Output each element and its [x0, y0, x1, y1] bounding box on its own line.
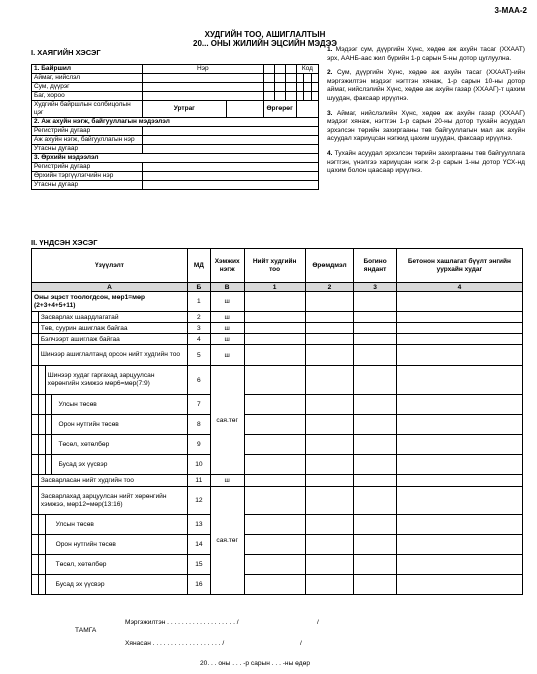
- location-row: Баг, хороо: [32, 92, 143, 101]
- note-item: 1. Мэдээг сум, дүүргийн Хүнс, хөдөө аж ахуйн тасаг (ХХААТ) эрх, ААНБ-аас жил бүрийн 1-р сарын 5-ны дотор цуглуулна.: [327, 46, 525, 62]
- location-row: Сум, дүүрэг: [32, 83, 143, 92]
- checker-signature: Хянасан . . . . . . . . . . . . . . . . . . . /: [125, 640, 225, 647]
- table-row: Бусад эх үүсвэр 16: [32, 575, 523, 595]
- latitude-label: Өргөрөг: [263, 101, 296, 118]
- instructions: [327, 46, 525, 182]
- col-indicator: Үзүүлэлт: [32, 249, 188, 283]
- table-row: Шинээр худаг гаргахад зарцуулсан хөрөнгийн хэмжээ мөр6=мөр(7:9) 6 сая.төг: [32, 366, 523, 395]
- table-row: Төв, суурин ашиглаж байгаа 3 ш: [32, 323, 523, 334]
- table-row: Төсөл, хөтөлбөр 9: [32, 435, 523, 455]
- code-col-header: Код: [296, 65, 318, 74]
- table-row: Засварлах шаардлагатай 2 ш: [32, 312, 523, 323]
- location-label: 1. Байршил: [32, 65, 143, 74]
- col-shallow: Богино яндант: [354, 249, 397, 283]
- table-row: Орон нутгийн төсөв 8: [32, 415, 523, 435]
- name-col-header: Нэр: [143, 65, 264, 74]
- table-row: Бусад эх үүсвэр 10: [32, 455, 523, 475]
- table-row: Засварласан нийт худгийн тоо 11 ш: [32, 475, 523, 487]
- field-cell[interactable]: [143, 83, 264, 92]
- slash-mark: /: [317, 619, 319, 626]
- table-row: Шинээр ашиглалтанд орсон нийт худгийн тоо 5 ш: [32, 345, 523, 366]
- org-row: Аж ахуйн нэгж, байгууллагын нэр: [32, 136, 143, 145]
- section2-heading: II. ҮНДСЭН ХЭСЭГ: [31, 238, 98, 247]
- org-row: Регистрийн дугаар: [32, 127, 143, 136]
- note-item: 2. Сум, дүүргийн Хүнс, хөдөө аж ахуйн тасаг (ХХААТ)-ийн мэргэжилтэн мэдээг нэгтгэн хянаж, 1-р сарын 10-ны дотор аймаг, нийслэлийн Хүнс, хөдөө аж ахуйн газар (ХХААГ)-т цахим шуудан, факсаар ирүүлнэ.: [327, 69, 525, 102]
- table-row: Оны эцэст тоологдсон, мөр1=мөр (2+3+4+5+11) 1 ш: [32, 292, 523, 312]
- note-item: 4. Тухайн асуудал эрхэлсэн төрийн захиргааны төв байгууллага нэгтгэн, үнэлгээ хариуцсан нэгж 2-р сарын 1-ны дотор ҮСХ-нд цахим болон цаасаар ирүүлнэ.: [327, 149, 525, 175]
- field-cell[interactable]: [143, 172, 319, 181]
- coordinate-label: Худгийн байршлын солбицолын цэг: [32, 101, 143, 118]
- table-row: Төсөл, хөтөлбөр 15: [32, 555, 523, 575]
- table-row: Бэлчээрт ашиглаж байгаа 4 ш: [32, 334, 523, 345]
- table-row: Засварлахад зарцуулсан нийт хөрөнгийн хэмжээ, мөр12=мөр(13:16) 12 сая.төг: [32, 487, 523, 515]
- address-table: [31, 64, 319, 190]
- form-code: 3-МАА-2: [494, 6, 527, 15]
- field-cell[interactable]: [143, 74, 264, 83]
- note-item: 3. Аймаг, нийслэлийн Хүнс, хөдөө аж ахуйн газар (ХХААГ) мэдээг хянаж, нэгтгэн 1-р сарын 20-ны дотор тухайн асуудал эрхэлсэн төрийн захиргааны төв байгууллагын мал аж ахуйн асуудал хариуцсан нэгжид цахим шуудан, факсаар ирүүлнэ.: [327, 109, 525, 143]
- owner-label: 3. Өрхийн мэдээлэл: [32, 154, 319, 163]
- owner-row: Утасны дугаар: [32, 181, 143, 190]
- field-cell[interactable]: [143, 181, 319, 190]
- col-unit: Хэмжих нэгж: [210, 249, 244, 283]
- form-title-line1: ХУДГИЙН ТОО, АШИГЛАЛТЫН: [204, 30, 326, 39]
- main-table: Үзүүлэлт МД Хэмжих нэгж Нийт худгийн тоо Өрөмдмэл Богино яндант Бетонон хашлагат бүүлт энгийн уурхайн худаг А Б В 1 2 3 4 Оны эцэст тоологдсон, мөр1=мөр (2+3+4+5+11) 1 ш Засварлах шаардлагатай 2 ш Төв, суурин ашиглаж байгаа 3 ш Бэлчээрт ашиглаж байгаа 4 ш Шинээр ашиглалтанд орсон нийт худгийн тоо 5 ш Шинээр худаг гаргахад зарцуулсан хөрөнгийн хэмжээ мөр6=мөр(7:9) 6 сая.төг Улсын төсөв 7 Орон нутгийн төсөв 8 Төсөл, хөтөлбөр 9 Бусад эх үүсвэр 10 Засварласан нийт худгийн тоо 11 ш Засварлахад зарцуулсан нийт хөрөнгийн хэмжээ, мөр12=мөр(13:16) 12 сая.төг Улсын төсөв 13 Орон нутгийн төсөв 14 Төсөл, хөтөлбөр 15 Бусад эх үүсвэр 16: [31, 248, 523, 595]
- col-concrete: Бетонон хашлагат бүүлт энгийн уурхайн худаг: [396, 249, 522, 283]
- field-cell[interactable]: [226, 101, 263, 118]
- owner-row: Регистрийн дугаар: [32, 163, 143, 172]
- table-row: Орон нутгийн төсөв 14: [32, 535, 523, 555]
- col-md: МД: [187, 249, 210, 283]
- field-cell[interactable]: [143, 145, 319, 154]
- stamp-label: ТАМГА: [75, 627, 97, 634]
- longitude-label: Уртраг: [143, 101, 227, 118]
- owner-row: Өрхийн тэргүүлэгчийн нэр: [32, 172, 143, 181]
- field-cell[interactable]: [143, 136, 319, 145]
- field-cell[interactable]: [143, 127, 319, 136]
- col-in-use: Өрөмдмэл: [305, 249, 354, 283]
- org-row: Утасны дугаар: [32, 145, 143, 154]
- table-row: Улсын төсөв 7: [32, 395, 523, 415]
- field-cell[interactable]: [296, 101, 318, 118]
- field-cell[interactable]: [143, 92, 264, 101]
- org-label: 2. Аж ахуйн нэгж, байгууллагын мэдээлэл: [32, 118, 319, 127]
- form-title-line2: 20... ОНЫ ЖИЛИЙН ЭЦСИЙН МЭДЭЭ: [193, 39, 337, 48]
- date-line: 20. . . оны . . . -р сарын . . . -ны өдөр: [200, 660, 310, 667]
- field-cell[interactable]: [143, 163, 319, 172]
- specialist-signature: Мэргэжилтэн . . . . . . . . . . . . . . . . . . . /: [125, 619, 239, 626]
- section1-heading: I. ХАЯГИЙН ХЭСЭГ: [31, 48, 101, 57]
- col-total: Нийт худгийн тоо: [244, 249, 305, 283]
- slash-mark: /: [300, 640, 302, 647]
- table-row: Улсын төсөв 13: [32, 515, 523, 535]
- location-row: Аймаг, нийслэл: [32, 74, 143, 83]
